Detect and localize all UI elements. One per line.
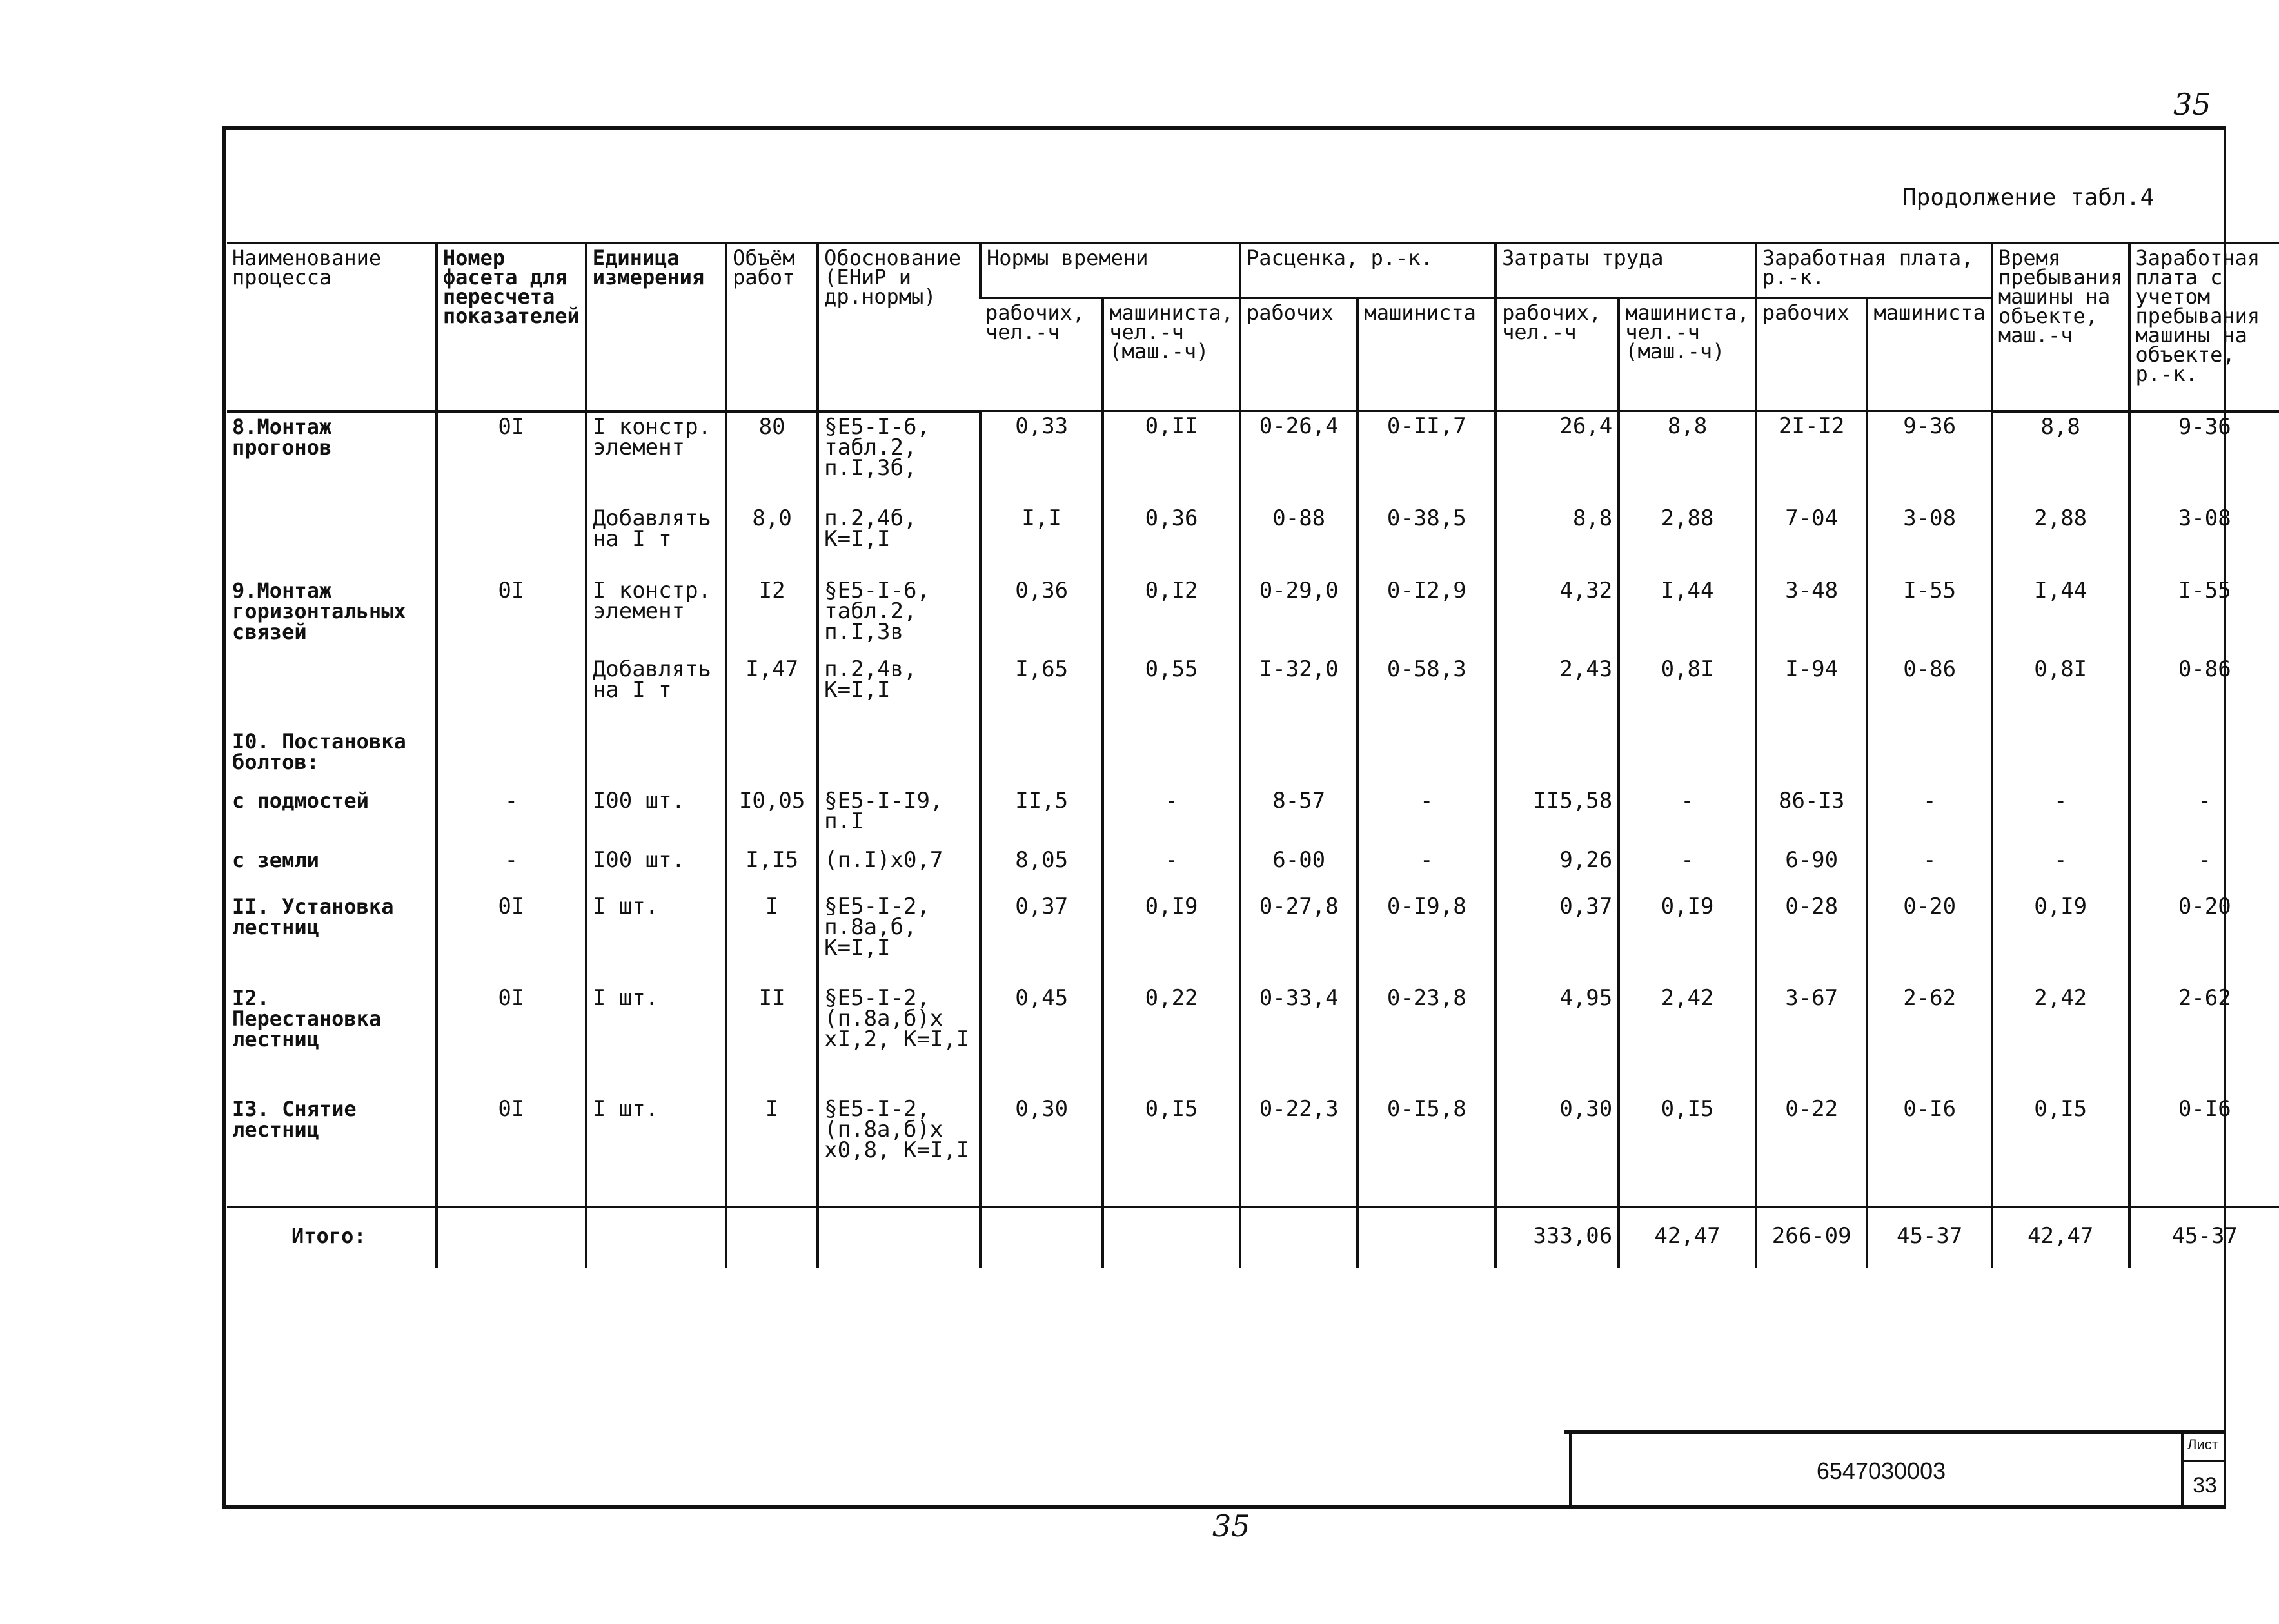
cell-facet: -	[437, 787, 586, 846]
table-row	[227, 576, 2279, 655]
cell-ws: 0-86	[2129, 655, 2279, 727]
header-price: Расценка, р.-к.	[1240, 244, 1495, 298]
continuation-label: Продолжение табл.4	[1902, 184, 2155, 211]
cell-unit: I констр. элемент	[586, 576, 726, 655]
cell-basis: §Е5-I-2, п.8а,б, К=I,I	[818, 892, 980, 984]
cell-unit: Добавлять на I т	[586, 655, 726, 727]
total-stay-time: 42,47	[1992, 1206, 2129, 1268]
total-wage-workers: 266-09	[1756, 1206, 1868, 1268]
cell-lw: 4,95	[1495, 984, 1619, 1095]
cell-lw: 9,26	[1495, 846, 1619, 892]
cell-name: с подмостей	[232, 788, 369, 813]
sub-norm-workers: рабочих, чел.-ч	[980, 298, 1103, 411]
cell-ws: 9-36	[2129, 411, 2279, 504]
cell-name: 9.Монтаж горизонтальных связей	[232, 578, 406, 644]
cell-volume	[726, 727, 818, 787]
cell-basis: п.2,4в, К=I,I	[818, 655, 980, 727]
cell-ww: 0-22	[1756, 1095, 1868, 1207]
cell-st: -	[1992, 787, 2129, 846]
document-code: 6547030003	[1569, 1434, 2191, 1509]
cell-lm: -	[1619, 787, 1756, 846]
cell-lm: 0,8I	[1619, 655, 1756, 727]
total-row	[227, 1206, 2279, 1268]
cell-lm: 2,88	[1619, 504, 1756, 576]
page-number-top: 35	[2173, 87, 2211, 122]
cell-ww: 0-28	[1756, 892, 1868, 984]
cell-lm: 2,42	[1619, 984, 1756, 1095]
cell-pw: 6-00	[1240, 846, 1358, 892]
total-label: Итого:	[227, 1206, 437, 1268]
cell-name: с земли	[232, 847, 319, 872]
cell-name: I2. Перестановка лестниц	[232, 985, 382, 1052]
cell-nm: 0,36	[1103, 504, 1240, 576]
cell-volume: II	[726, 984, 818, 1095]
cell-nw: I,65	[980, 655, 1103, 727]
cell-pm: 0-II,7	[1357, 411, 1495, 504]
cell-nm: 0,II	[1103, 411, 1240, 504]
table-row	[227, 655, 2279, 727]
header-facet: Номер фасета для пересчета показателей	[437, 244, 586, 411]
cell-unit: I00 шт.	[586, 787, 726, 846]
cell-pm: 0-38,5	[1357, 504, 1495, 576]
cell-name	[227, 504, 437, 576]
cell-st	[1992, 727, 2129, 787]
cell-wm: 0-I6	[1867, 1095, 1991, 1207]
cell-lw: 2,43	[1495, 655, 1619, 727]
cell-volume: I,I5	[726, 846, 818, 892]
cell-lm	[1619, 727, 1756, 787]
cell-nw: 0,33	[980, 411, 1103, 504]
cell-unit: I шт.	[586, 892, 726, 984]
cell-nm: 0,I9	[1103, 892, 1240, 984]
cell-ww: 2I-I2	[1756, 411, 1868, 504]
sub-wage-workers: рабочих	[1756, 298, 1868, 411]
cell-facet: 0I	[437, 411, 586, 504]
sheet-label: Лист	[2187, 1436, 2218, 1453]
cell-st: 0,8I	[1992, 655, 2129, 727]
cell-wm: 2-62	[1867, 984, 1991, 1095]
cell-unit: I шт.	[586, 984, 726, 1095]
table-row	[227, 984, 2279, 1095]
cell-lw	[1495, 727, 1619, 787]
cell-lw: 0,30	[1495, 1095, 1619, 1207]
cell-facet: 0I	[437, 1095, 586, 1207]
cell-nw: II,5	[980, 787, 1103, 846]
cell-nm: -	[1103, 787, 1240, 846]
header-unit: Единица измерения	[586, 244, 726, 411]
cell-name: I0. Постановка болтов:	[232, 729, 406, 774]
cell-pw: 8-57	[1240, 787, 1358, 846]
cell-nm	[1103, 727, 1240, 787]
cell-facet: 0I	[437, 576, 586, 655]
cell-name: II. Установка лестниц	[232, 894, 394, 939]
header-time-norms: Нормы времени	[980, 244, 1240, 298]
cell-facet: -	[437, 846, 586, 892]
cell-basis: (п.I)х0,7	[818, 846, 980, 892]
table-row	[227, 1095, 2279, 1207]
cell-pw: 0-88	[1240, 504, 1358, 576]
cell-st: 0,I9	[1992, 892, 2129, 984]
cell-wm: 9-36	[1867, 411, 1991, 504]
cell-nm: -	[1103, 846, 1240, 892]
cell-nw	[980, 727, 1103, 787]
cell-facet	[437, 504, 586, 576]
cell-volume: I	[726, 1095, 818, 1207]
cell-ws: 0-I6	[2129, 1095, 2279, 1207]
cell-wm: -	[1867, 787, 1991, 846]
cell-ws: I-55	[2129, 576, 2279, 655]
total-wage-machinist: 45-37	[1867, 1206, 1991, 1268]
cell-ww: 3-67	[1756, 984, 1868, 1095]
sub-labor-machinist: машиниста, чел.-ч (маш.-ч)	[1619, 298, 1756, 411]
cell-nw: 0,30	[980, 1095, 1103, 1207]
cell-pw: 0-29,0	[1240, 576, 1358, 655]
cell-facet: 0I	[437, 984, 586, 1095]
cell-volume: I	[726, 892, 818, 984]
cell-wm: 0-20	[1867, 892, 1991, 984]
cell-ws: 2-62	[2129, 984, 2279, 1095]
cell-pw: 0-22,3	[1240, 1095, 1358, 1207]
cell-basis	[818, 727, 980, 787]
cell-unit: I шт.	[586, 1095, 726, 1207]
cell-nw: 8,05	[980, 846, 1103, 892]
cell-st: 0,I5	[1992, 1095, 2129, 1207]
cell-unit	[586, 727, 726, 787]
cell-pw: 0-33,4	[1240, 984, 1358, 1095]
cell-basis: §Е5-I-2, (п.8а,б)х хI,2, К=I,I	[818, 984, 980, 1095]
total-labor-machinist: 42,47	[1619, 1206, 1756, 1268]
cell-basis: §Е5-I-2, (п.8а,б)х х0,8, К=I,I	[818, 1095, 980, 1207]
cell-st: 2,42	[1992, 984, 2129, 1095]
page-number-bottom: 35	[1212, 1509, 1250, 1543]
cell-ww: 6-90	[1756, 846, 1868, 892]
cell-st: 2,88	[1992, 504, 2129, 576]
cell-basis: §Е5-I-6, табл.2, п.I,3в	[818, 576, 980, 655]
cell-facet	[437, 727, 586, 787]
cell-nw: 0,37	[980, 892, 1103, 984]
cell-ws: -	[2129, 787, 2279, 846]
table-row	[227, 787, 2279, 846]
cell-st: I,44	[1992, 576, 2129, 655]
cell-unit: I00 шт.	[586, 846, 726, 892]
cell-lw: 4,32	[1495, 576, 1619, 655]
header-labor: Затраты труда	[1495, 244, 1756, 298]
cell-pm: 0-23,8	[1357, 984, 1495, 1095]
cell-nm: 0,I2	[1103, 576, 1240, 655]
cell-ws: -	[2129, 846, 2279, 892]
cell-wm: 0-86	[1867, 655, 1991, 727]
cell-pw: I-32,0	[1240, 655, 1358, 727]
header-basis: Обоснование (ЕНиР и др.нормы)	[818, 244, 980, 411]
cell-facet: 0I	[437, 892, 586, 984]
sub-price-machinist: машиниста	[1357, 298, 1495, 411]
sub-wage-machinist: машиниста	[1867, 298, 1991, 411]
cell-nw: 0,36	[980, 576, 1103, 655]
cell-ww: 3-48	[1756, 576, 1868, 655]
header-wage: Заработная плата, р.-к.	[1756, 244, 1992, 298]
total-labor-workers: 333,06	[1495, 1206, 1619, 1268]
cell-ws: 3-08	[2129, 504, 2279, 576]
cell-lw: 8,8	[1495, 504, 1619, 576]
cell-ws	[2129, 727, 2279, 787]
cell-pm	[1357, 727, 1495, 787]
cell-ww: I-94	[1756, 655, 1868, 727]
cell-st: 8,8	[1992, 411, 2129, 504]
cell-ws: 0-20	[2129, 892, 2279, 984]
cell-pw	[1240, 727, 1358, 787]
cell-lw: II5,58	[1495, 787, 1619, 846]
cell-facet	[437, 655, 586, 727]
cell-volume: 80	[726, 411, 818, 504]
cell-pm: -	[1357, 787, 1495, 846]
cell-st: -	[1992, 846, 2129, 892]
sheet-box	[2181, 1434, 2226, 1509]
cell-pm: 0-58,3	[1357, 655, 1495, 727]
cell-pm: 0-I5,8	[1357, 1095, 1495, 1207]
table-row	[227, 892, 2279, 984]
sub-labor-workers: рабочих, чел.-ч	[1495, 298, 1619, 411]
header-wage-stay: Заработная плата с учетом пребывания машины на объекте, р.-к.	[2129, 244, 2279, 411]
cell-volume: I,47	[726, 655, 818, 727]
table-row	[227, 411, 2279, 504]
cell-volume: 8,0	[726, 504, 818, 576]
header-volume: Объём работ	[726, 244, 818, 411]
total-wage-stay: 45-37	[2129, 1206, 2279, 1268]
cell-lm: -	[1619, 846, 1756, 892]
norms-table	[227, 242, 2279, 1268]
title-block	[1564, 1430, 2226, 1509]
header-stay-time: Время пребывания машины на объекте, маш.-ч	[1992, 244, 2129, 411]
cell-lm: 8,8	[1619, 411, 1756, 504]
cell-ww	[1756, 727, 1868, 787]
header-name: Наименование процесса	[227, 244, 437, 411]
cell-volume: I0,05	[726, 787, 818, 846]
cell-wm: -	[1867, 846, 1991, 892]
table-row	[227, 846, 2279, 892]
cell-lw: 0,37	[1495, 892, 1619, 984]
cell-basis: §Е5-I-6, табл.2, п.I,3б,	[818, 411, 980, 504]
cell-wm	[1867, 727, 1991, 787]
sub-price-workers: рабочих	[1240, 298, 1358, 411]
cell-name: 8.Монтаж прогонов	[232, 414, 332, 460]
cell-ww: 86-I3	[1756, 787, 1868, 846]
cell-name: I3. Снятие лестниц	[232, 1096, 357, 1142]
cell-nw: 0,45	[980, 984, 1103, 1095]
cell-pm: 0-I9,8	[1357, 892, 1495, 984]
table-row	[227, 504, 2279, 576]
cell-wm: 3-08	[1867, 504, 1991, 576]
cell-nm: 0,55	[1103, 655, 1240, 727]
cell-basis: п.2,4б, К=I,I	[818, 504, 980, 576]
cell-pw: 0-26,4	[1240, 411, 1358, 504]
cell-pm: -	[1357, 846, 1495, 892]
sheet-number: 33	[2184, 1460, 2226, 1498]
cell-nw: I,I	[980, 504, 1103, 576]
cell-basis: §Е5-I-I9, п.I	[818, 787, 980, 846]
cell-lm: I,44	[1619, 576, 1756, 655]
cell-pm: 0-I2,9	[1357, 576, 1495, 655]
cell-name	[227, 655, 437, 727]
cell-volume: I2	[726, 576, 818, 655]
sub-norm-machinist: машиниста, чел.-ч (маш.-ч)	[1103, 298, 1240, 411]
cell-lw: 26,4	[1495, 411, 1619, 504]
cell-lm: 0,I9	[1619, 892, 1756, 984]
cell-lm: 0,I5	[1619, 1095, 1756, 1207]
table-row	[227, 727, 2279, 787]
cell-ww: 7-04	[1756, 504, 1868, 576]
cell-unit: Добавлять на I т	[586, 504, 726, 576]
cell-nm: 0,I5	[1103, 1095, 1240, 1207]
cell-nm: 0,22	[1103, 984, 1240, 1095]
cell-unit: I констр. элемент	[586, 411, 726, 504]
cell-wm: I-55	[1867, 576, 1991, 655]
cell-pw: 0-27,8	[1240, 892, 1358, 984]
